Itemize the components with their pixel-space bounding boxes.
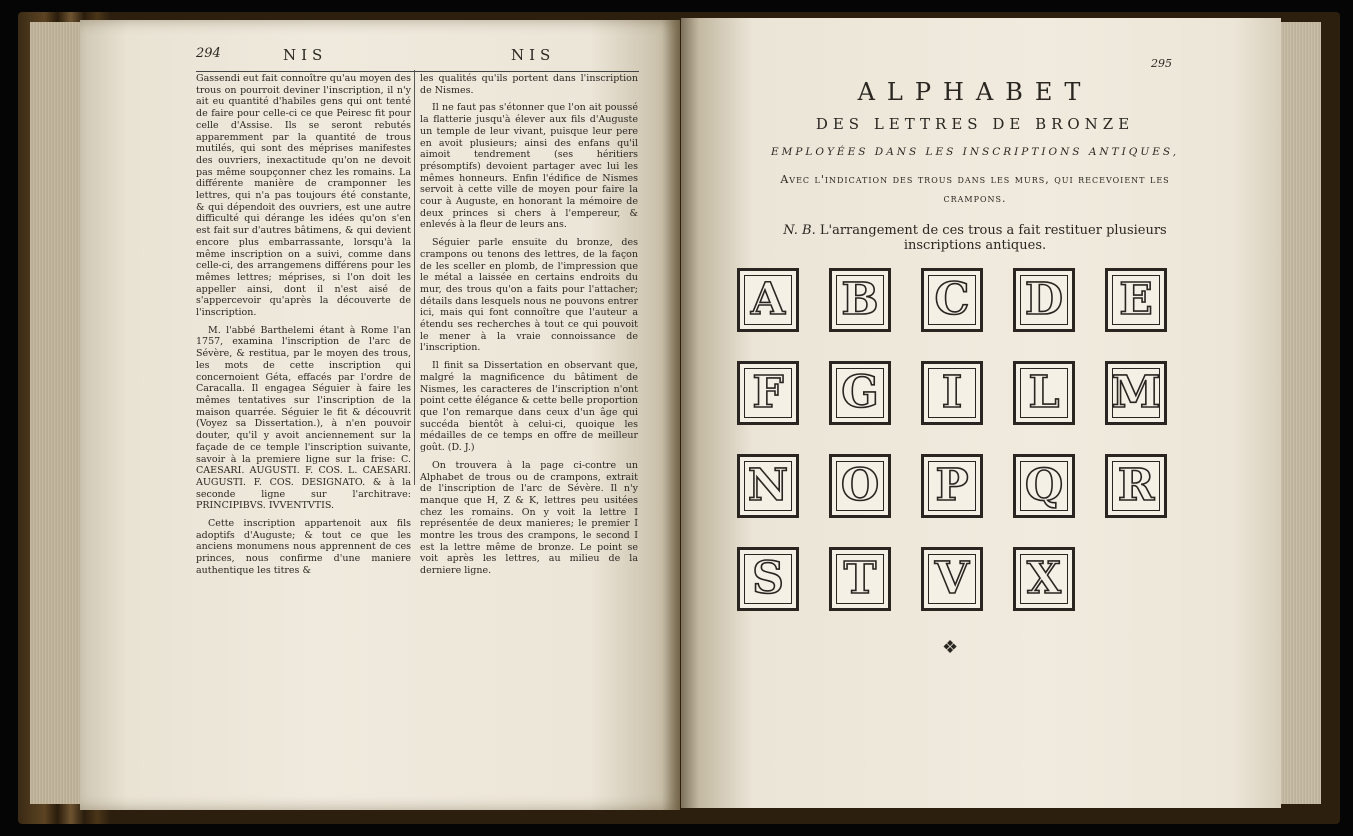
- letter-frame: [1020, 275, 1068, 325]
- paragraph: Il ne faut pas s'étonner que l'on ait poussé la flatterie jusqu'à élever aux fils d'Auguste un temple de leur vivant, puisque leur pere en avoit plusieurs; ainsi des enfans qu'il aimoit tendrement (ses héritiers présomptifs) devoient partager avec lui les mêmes honneurs. Enfin l'édifice de Nismes servoit à cette ville de moyen pour faire la cour à Auguste, en honorant la mémoire de deux princes si chers à l'empereur, & enlevés à la fleur de leurs ans.: [420, 102, 638, 231]
- letter-tile: [737, 454, 799, 518]
- letter-glyph: N: [747, 460, 789, 511]
- page-edges-right: [1281, 22, 1321, 804]
- letter-tile: [1013, 268, 1075, 332]
- letter-glyph: R: [1117, 460, 1155, 511]
- letter-frame: [1112, 368, 1160, 418]
- letter-tile: [737, 547, 799, 611]
- text-column-2: [420, 73, 638, 583]
- paragraph: M. l'abbé Barthelemi étant à Rome l'an 1757, examina l'inscription de l'arc de Sévère, & restitua, par le moyen des trous, les mots de cette inscription qui concernoient Géta, effacés par l'ordre de Caracalla. Il engagea Séguier à faire les mêmes tentatives sur l'inscription de la maison quarrée. Séguier le fit & découvrit (Voyez sa Dissertation.), à n'en pouvoir douter, qu'il y avoit anciennement sur la façade de ce temple l'inscription suivante, savoir à la premiere ligne sur la frise: C. CAESARI. AUGUSTI. F. COS. L. CAESARI. AUGUSTI. F. COS. DESIGNATO. & à la seconde ligne sur l'architrave: PRINCIPIBVS. IVVENTVTIS.: [196, 324, 411, 512]
- letter-tile: [737, 268, 799, 332]
- column-rule: [414, 70, 415, 485]
- letter-tile: [829, 454, 891, 518]
- letter-tile: [1013, 547, 1075, 611]
- letter-glyph: D: [1024, 274, 1064, 325]
- note-text: L'arrangement de ces trous a fait restituer plusieurs inscriptions antiques.: [819, 223, 1167, 253]
- letter-glyph: G: [841, 367, 879, 418]
- paragraph: Cette inscription appartenoit aux fils adoptifs d'Auguste; & tout ce que les anciens monumens nous apprennent de ces princes, nous confirme d'une maniere authentique les titres &: [196, 518, 411, 576]
- letter-glyph: S: [752, 553, 784, 604]
- paragraph: Séguier parle ensuite du bronze, des crampons ou tenons des lettres, de la façon de les sceller en plomb, de l'impression que le métal a laissée en certains endroits du mur, des trous qu'on a faits pour l'attacher; détails dans lesquels nous ne pouvons entrer ici, mais qui font connoître que l'auteur a étendu ses recherches à tout ce qui pouvoit le mener à la vraie connoissance de l'inscription.: [420, 237, 638, 354]
- letter-glyph: O: [840, 460, 880, 511]
- letter-glyph: M: [1111, 367, 1161, 418]
- fleuron-ornament: ❖: [942, 637, 959, 658]
- letter-glyph: L: [1028, 367, 1060, 418]
- letter-glyph: V: [934, 553, 970, 604]
- letter-frame: [1020, 461, 1068, 511]
- page-number-left: 294: [196, 46, 221, 61]
- letter-frame: [836, 275, 884, 325]
- paragraph: les qualités qu'ils portent dans l'inscription de Nismes.: [420, 73, 638, 96]
- letter-frame: [744, 554, 792, 604]
- letter-glyph: C: [934, 274, 970, 325]
- letter-tile: [829, 268, 891, 332]
- letter-frame: [928, 554, 976, 604]
- letter-glyph: T: [843, 553, 877, 604]
- letter-tile: [921, 268, 983, 332]
- letter-glyph: B: [841, 274, 879, 325]
- plate-note: [760, 223, 1190, 253]
- note-label: N. B.: [783, 223, 816, 238]
- letter-tile: [921, 361, 983, 425]
- paragraph: On trouvera à la page ci-contre un Alphabet de trous ou de crampons, extrait de l'inscription de l'arc de Sévère. Il n'y manque que H, Z & K, lettres peu usitées chez les romains. On y voit la lettre I représentée de deux manieres; le premier I montre les trous des crampons, le second I est la lettre même de bronze. Le point se voit après les lettres, au milieu de la derniere ligne.: [420, 459, 638, 577]
- letter-frame: [836, 368, 884, 418]
- page-number-right: 295: [1151, 57, 1172, 70]
- plate-subtitle-2: EMPLOYÉES DANS LES INSCRIPTIONS ANTIQUES,: [770, 146, 1180, 158]
- plate-subtitle: DES LETTRES DE BRONZE: [815, 115, 1135, 133]
- letter-tile: [1013, 454, 1075, 518]
- running-head-left: NIS: [283, 46, 328, 64]
- letter-glyph: A: [750, 274, 786, 325]
- letter-glyph: F: [752, 367, 784, 418]
- header-rule: [196, 71, 639, 72]
- letter-glyph: X: [1026, 553, 1062, 604]
- letter-tile: [1013, 361, 1075, 425]
- letter-frame: [928, 461, 976, 511]
- text-column-1: [196, 73, 411, 583]
- letter-frame: [1020, 368, 1068, 418]
- letter-tile: [737, 361, 799, 425]
- letter-frame: [744, 461, 792, 511]
- letter-glyph: E: [1119, 274, 1153, 325]
- letter-glyph: Q: [1024, 460, 1064, 511]
- letter-tile: [829, 361, 891, 425]
- letter-tile: [1105, 454, 1167, 518]
- letter-frame: [1112, 461, 1160, 511]
- paragraph: Il finit sa Dissertation en observant que, malgré la magnificence du bâtiment de Nismes, les caracteres de l'inscription n'ont point cette élégance & cette belle proportion que l'on remarque dans ceux d'un âge qui succéda bientôt à celui-ci, quoique les médailles de ce temps en offre de meilleur goût. (D. J.): [420, 360, 638, 454]
- letter-frame: [836, 554, 884, 604]
- letter-frame: [1112, 275, 1160, 325]
- letter-glyph: I: [941, 367, 963, 418]
- letter-frame: [928, 275, 976, 325]
- page-edges-left: [30, 22, 82, 804]
- letter-frame: [928, 368, 976, 418]
- letter-tile: [921, 547, 983, 611]
- letter-frame: [1020, 554, 1068, 604]
- running-head-right: NIS: [511, 46, 556, 64]
- letter-frame: [836, 461, 884, 511]
- plate-subtitle-3: Avec l'indication des trous dans les murs, qui recevoient les crampons.: [780, 173, 1170, 205]
- letter-frame: [744, 368, 792, 418]
- letter-glyph: P: [935, 460, 969, 511]
- letter-tile: [921, 454, 983, 518]
- letter-tile: [1105, 268, 1167, 332]
- paragraph: Gassendi eut fait connoître qu'au moyen des trous on pourroit deviner l'inscription, il n'y ait eu quantité d'habiles gens qui ont tenté de faire pour celle-ci ce que Peiresc fit pour celle d'Assise. Ils se seront rebutés apparemment par la quantité de trous mutilés, qui sont des méprises manifestes des ouvriers, inexactitude qu'on ne devoit pas même soupçonner chez les romains. La différente manière de cramponner les lettres, qui n'a pas toujours été constante, & qui dépendoit des ouvriers, est une autre difficulté qui dérange les idées qu'on s'en est fait sur d'autres bâtimens, & qui devient encore plus embarrassante, lorsqu'à la même inscription on a suivi, comme dans celle-ci, des arrangemens différens pour les mêmes lettres; méprises, si l'on doit les appeller ainsi, dont il n'est aisé de s'appercevoir qu'après la découverte de l'inscription.: [196, 73, 411, 319]
- letter-tile: [829, 547, 891, 611]
- letter-frame: [744, 275, 792, 325]
- letter-tile: [1105, 361, 1167, 425]
- plate-title: ALPHABET: [857, 78, 1093, 106]
